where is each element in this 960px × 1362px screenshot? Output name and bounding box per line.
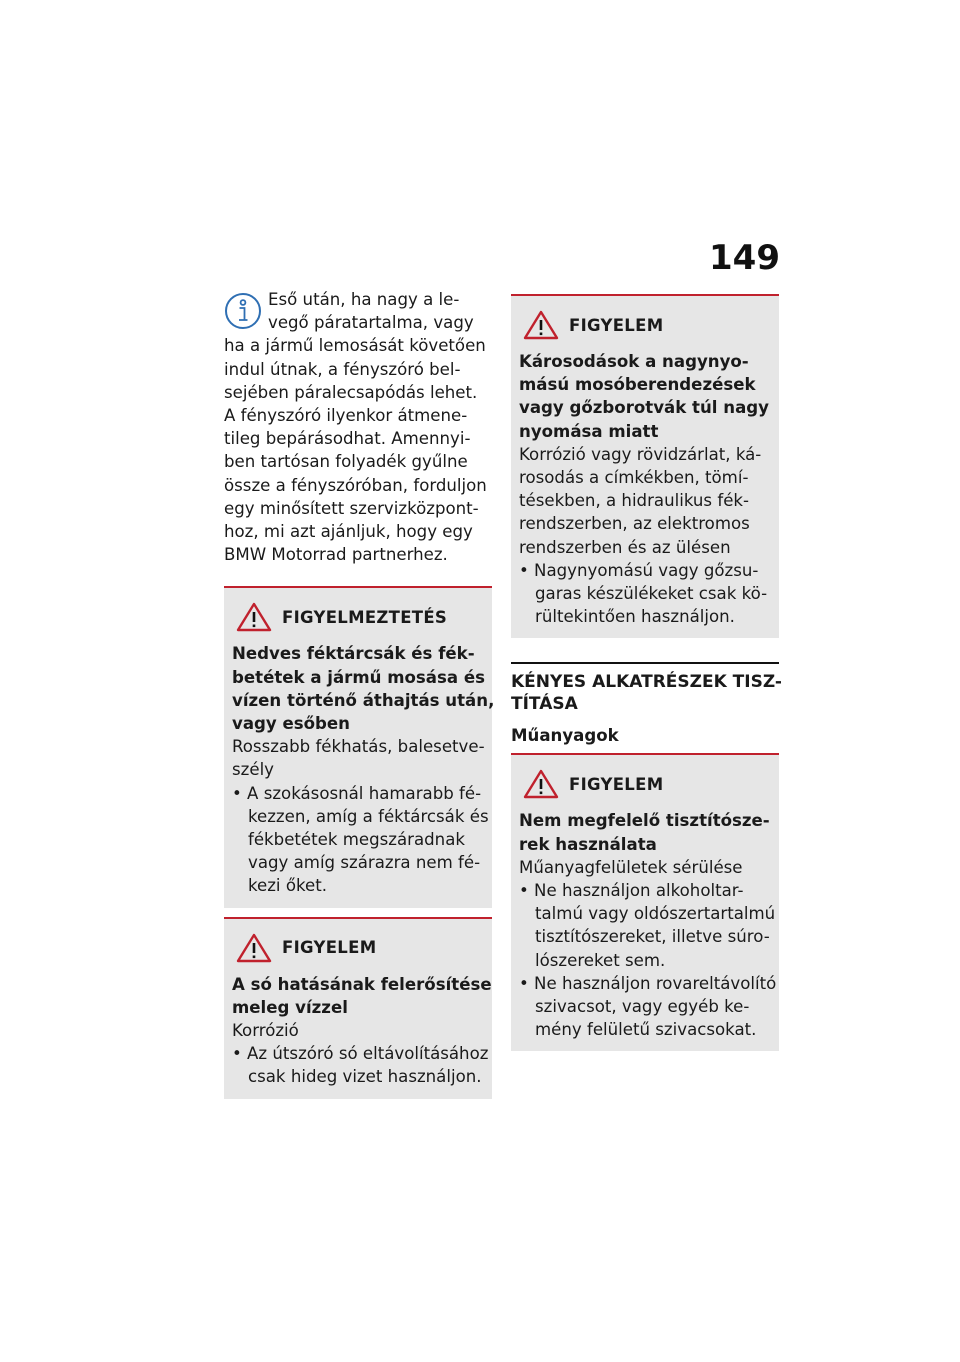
warning-triangle-icon xyxy=(523,769,559,799)
info-line: össze a fényszóróban, forduljon xyxy=(224,475,487,495)
consequence-line: szély xyxy=(232,760,274,780)
warning-title: FIGYELEM xyxy=(282,938,377,958)
warning-header xyxy=(519,310,771,340)
consequence-line: Korrózió xyxy=(232,1021,299,1041)
bullet-line: garas készülékeket csak kö- xyxy=(535,584,768,604)
consequence-line: rendszerben és az ülésen xyxy=(519,537,731,557)
warning-triangle-icon xyxy=(236,602,272,632)
warning-title: FIGYELEM xyxy=(569,315,664,335)
info-line: sejében páralecsapódás lehet. xyxy=(224,382,478,402)
warning-box-salt xyxy=(224,917,492,1099)
info-line: tileg bepárásodhat. Amennyi- xyxy=(224,429,471,449)
bullet-line: • Nagynyomású vagy gőzsu- xyxy=(519,560,759,580)
warning-heading-line: vízen történő áthajtás után, xyxy=(232,690,495,710)
warning-heading-line: vagy gőzborotvák túl nagy xyxy=(519,398,769,418)
info-line: A fényszóró ilyenkor átmene- xyxy=(224,406,468,426)
warning-header xyxy=(232,602,484,632)
bullet-line: • Ne használjon rovareltávolító xyxy=(519,973,777,993)
warning-heading-line: meleg vízzel xyxy=(232,997,348,1017)
section-heading xyxy=(511,662,782,715)
consequence-line: rendszerben, az elektromos xyxy=(519,514,750,534)
info-line: BMW Motorrad partnerhez. xyxy=(224,545,448,565)
bullet-line: talmú vagy oldószertartalmú xyxy=(535,904,776,924)
info-note xyxy=(224,288,492,566)
info-line: hoz, mi azt ajánljuk, hogy egy xyxy=(224,522,473,542)
consequence-line: Korrózió vagy rövidzárlat, ká- xyxy=(519,444,762,464)
warning-title: FIGYELMEZTETÉS xyxy=(282,607,448,627)
bullet-line: csak hideg vizet használjon. xyxy=(248,1067,482,1087)
warning-heading-line: Károsodások a nagynyo- xyxy=(519,352,749,371)
warning-heading-line: Nedves féktárcsák és fék- xyxy=(232,644,475,664)
consequence-line: tésekben, a hidraulikus fék- xyxy=(519,491,750,511)
left-column xyxy=(224,288,495,1108)
warning-box-high-pressure xyxy=(511,294,779,638)
right-column xyxy=(511,294,782,1060)
consequence-line: Rosszabb fékhatás, balesetve- xyxy=(232,737,485,757)
bullet-line: mény felületű szivacsokat. xyxy=(535,1020,757,1040)
bullet-line: • Az útszóró só eltávolításához xyxy=(232,1044,489,1064)
warning-heading-line: mású mosóberendezések xyxy=(519,375,756,395)
bullet-line: szivacsot, vagy egyéb ke- xyxy=(535,997,750,1017)
info-icon xyxy=(224,292,262,330)
page-number: 149 xyxy=(709,238,780,278)
warning-heading-line: vagy esőben xyxy=(232,714,350,734)
warning-triangle-icon xyxy=(236,933,272,963)
warning-box-plastics xyxy=(511,753,779,1051)
bullet-line: • Ne használjon alkoholtar- xyxy=(519,881,744,901)
warning-header xyxy=(232,933,484,963)
warning-heading-line: A só hatásának felerősítése xyxy=(232,974,492,994)
bullet-line: tisztítószereket, illetve súro- xyxy=(535,927,770,947)
bullet-line: lószereket sem. xyxy=(535,950,666,970)
warning-title: FIGYELEM xyxy=(569,774,664,794)
info-line: ben tartósan folyadék gyűlne xyxy=(224,452,468,472)
info-line: indul útnak, a fényszóró bel- xyxy=(224,359,461,379)
bullet-line: fékbetétek megszáradnak xyxy=(248,830,465,850)
section-title-line: TÍTÁSA xyxy=(511,694,578,715)
info-line: vegő páratartalma, vagy xyxy=(268,313,474,333)
section-title-line: KÉNYES ALKATRÉSZEK TISZ- xyxy=(511,672,782,693)
bullet-line: rültekintően használjon. xyxy=(535,607,735,627)
warning-heading-line: betétek a jármű mosása és xyxy=(232,667,485,687)
bullet-line: • A szokásosnál hamarabb fé- xyxy=(232,783,482,803)
info-line: ha a jármű lemosását követően xyxy=(224,336,486,356)
warning-header xyxy=(519,769,771,799)
consequence-line: rosodás a címkékben, tömí- xyxy=(519,468,749,488)
warning-heading-line: rek használata xyxy=(519,834,657,854)
bullet-line: vagy amíg szárazra nem fé- xyxy=(248,853,481,873)
info-line: Eső után, ha nagy a le- xyxy=(268,290,460,309)
consequence-line: Műanyagfelületek sérülése xyxy=(519,857,743,877)
bullet-line: kezi őket. xyxy=(248,876,327,896)
info-line: egy minősített szervizközpont- xyxy=(224,498,479,518)
warning-heading-line: nyomása miatt xyxy=(519,421,659,441)
warning-triangle-icon xyxy=(523,310,559,340)
bullet-line: kezzen, amíg a féktárcsák és xyxy=(248,806,489,826)
warning-box-brakes xyxy=(224,586,495,907)
warning-heading-line: Nem megfelelő tisztítósze- xyxy=(519,811,770,831)
subheading: Műanyagok xyxy=(511,726,619,746)
